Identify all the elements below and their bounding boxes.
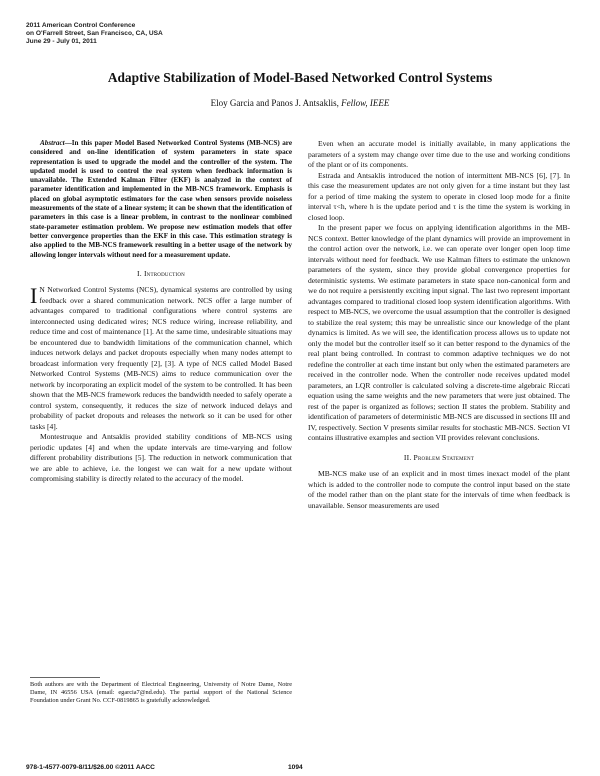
footnote-rule: [30, 677, 100, 678]
intro-paragraph-1: [30, 285, 292, 432]
footer-isbn: 978-1-4577-0079-8/11/$26.00 ©2011 AACC: [26, 764, 155, 771]
author-line: [0, 98, 600, 108]
intro-paragraph-2: Montestruque and Antsaklis provided stability conditions of MB-NCS using periodic updates [4] and when the update intervals are time-varying and follow different probability distributions [5]. The reduction in network communication that we are able to achieve, i.e. the longest we can wait for a new update without compromising stability is directly related to the accuracy of the model.: [30, 432, 292, 484]
abstract-label: Abstract: [40, 139, 65, 147]
conference-name: 2011 American Control Conference: [26, 22, 136, 29]
paper-title: Adaptive Stabilization of Model-Based Networked Control Systems: [107, 70, 493, 85]
intro-paragraph-1-text: N Networked Control Systems (NCS), dynamical systems are controlled by using feedback over a shared communication network. NCS offer a large number of advantages compared to traditional configurations where control systems are interconnected using dedicated wires; NCS reduce wiring, increase reliability, and reduce time and cost of maintenance [1]. At the same time, undesirable situations may be encountered due to bandwidth limitations of the communication channel, which induces network delays and packet dropouts especially when many nodes attempt to broadcast information very frequently [2], [3]. A type of NCS called Model Based Networked Control Systems (MB-NCS) aims to reduce communication over the network by incorporating an explicit model of the system to be controlled. It has been shown that the MB-NCS framework reduces the bandwidth needed to safely operate a control system, consequently, it reduces the size of network induced delays and probability of packet dropouts and releases the network so it can be used for other tasks [4].: [30, 285, 292, 431]
footnote: Both authors are with the Department of Electrical Engineering, University of Notre Dame, Notre Dame, IN 46556 USA (email: egarcia7@nd.edu). The partial support of the National Science Foundation under Grant No. CCF-0819865 is gratefully acknowledged.: [30, 681, 292, 705]
drop-cap: I: [30, 283, 38, 309]
author-names: Eloy Garcia and Panos J. Antsaklis,: [210, 98, 339, 108]
conference-info: [26, 22, 163, 47]
section-heading-introduction: I. Introduction: [137, 268, 185, 278]
abstract: [30, 139, 292, 260]
section-heading-problem-statement: II. Problem Statement: [403, 452, 475, 462]
conference-location: on O'Farrell Street, San Francisco, CA, USA: [26, 30, 163, 38]
abstract-text: —In this paper Model Based Networked Control Systems (MB-NCS) are considered and on-line identification of system parameters in state space representation is used to upgrade the model and the controller of the system. The updated model is used to control the real system when feedback information is unavailable. The Extended Kalman Filter (EKF) is analyzed in the context of parameter identification and implemented in the MB-NCS framework. Emphasis is placed on global asymptotic estimators for the case when sensors provide noiseless measurements of the state of a linear system; it can be shown that the identification of parameters in this case is a linear problem, in contrast to the nonlinear combined state-parameter estimation problem. We propose new estimation models that offer better convergence properties than the EKF in this case. This estimation strategy is also applied to the MB-NCS framework resulting in a better usage of the network by allowing longer intervals without need for a measurement update.: [30, 139, 292, 259]
conference-dates: June 29 - July 01, 2011: [26, 38, 97, 46]
right-column: [308, 139, 570, 511]
left-column: [30, 139, 292, 485]
page-number: 1094: [288, 764, 303, 771]
right-paragraph-3: In the present paper we focus on applying identification algorithms in the MB-NCS context. Better knowledge of the plant dynamics will provide an improvement in the control action over the network, i.e. we can operate over longer open loop time intervals without need for feedback. We use Kalman filters to estimate the unknown parameters of the system, since they provide global convergence properties for deterministic systems. We estimate parameters in state space non-canonical form and we do not require a persistently exciting input signal. The last two represent important advantages compared to traditional closed loop system identification algorithms. With respect to MB-NCS, we overcome the usual assumption that the controller is designed to stabilize the real system; this may be unrealistic since our knowledge of the plant dynamics is limited. As we will see, the identification process allows us to update not only the model but the controller itself so it can better respond to the dynamics of the real plant being controlled. In contrast to common adaptive techniques we do not redefine the controller at each time instant but only when the estimated parameters are received in the controller node. When the controller node receives updated model parameters, an LQR controller is calculated solving a discrete-time algebraic Riccati equation using the same weights and the new parameters that were just obtained. The rest of the paper is organized as follows; section II states the problem. Stability and identification of parameters of deterministic MB-NCS are discussed in sections III and IV, respectively. Section V presents similar results for stochastic MB-NCS. Section VI contains illustrative examples and section VII provides relevant conclusions.: [308, 223, 570, 442]
right-paragraph-4: MB-NCS make use of an explicit and in most times inexact model of the plant which is added to the controller node to compute the control input based on the state of the model rather than on the plant state for the intervals of time when feedback is unavailable. Sensor measurements are used: [308, 469, 570, 510]
right-paragraph-2: Estrada and Antsaklis introduced the notion of intermittent MB-NCS [6], [7]. In this case the measurement updates are not only given for a time instant but they last for a period of time making the system to operate in closed loop mode for a finite interval τ<h, where h is the update period and τ is the time the system is working in closed loop.: [308, 170, 570, 222]
right-paragraph-1: Even when an accurate model is initially available, in many applications the parameters of a system may change over time due to the use and working conditions of the plant or of its components.: [308, 139, 570, 169]
author-honor: Fellow, IEEE: [341, 98, 390, 108]
